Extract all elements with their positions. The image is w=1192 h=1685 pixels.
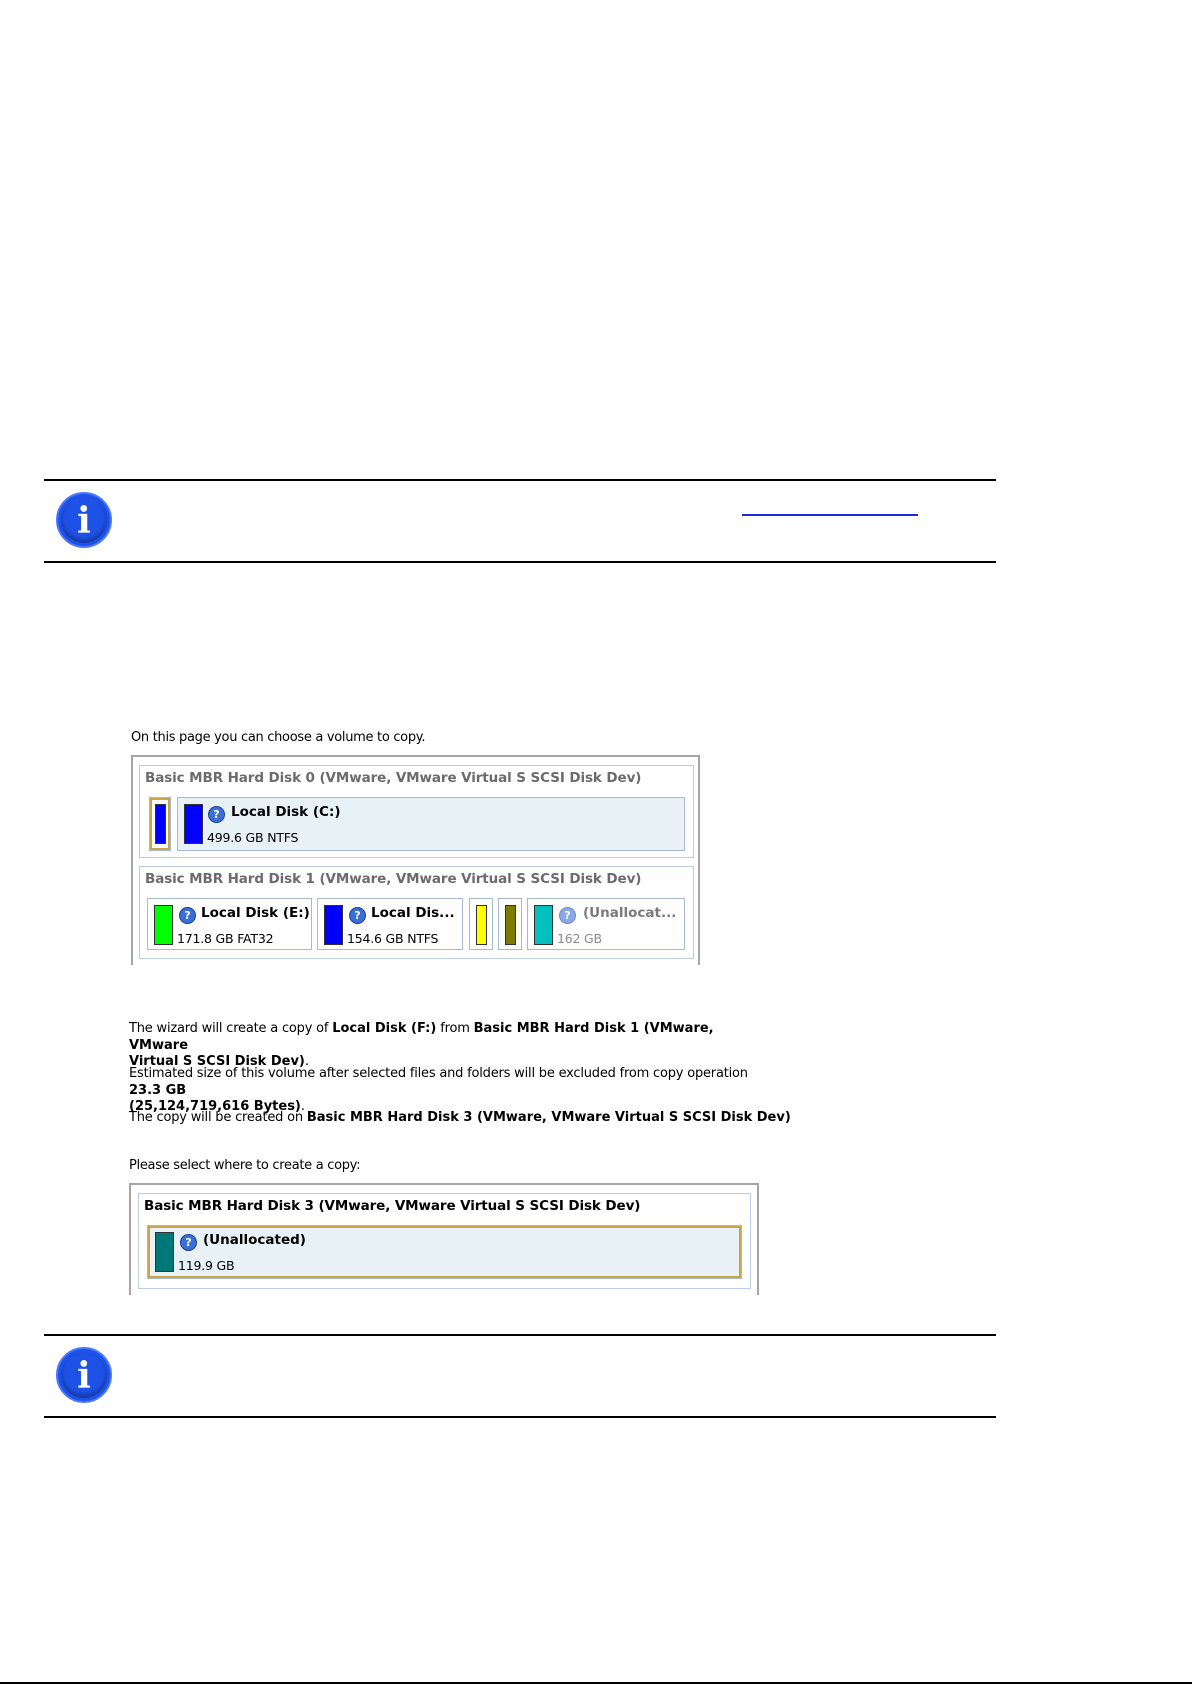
question-icon: ? (559, 907, 576, 924)
summary-target-disk: Basic MBR Hard Disk 3 (VMware, VMware Virtual S SCSI Disk Dev) (306, 1110, 791, 1125)
partition-color-swatch (505, 905, 516, 945)
page-footer-rule (0, 1682, 1192, 1684)
partition-size: 162 GB (557, 931, 602, 946)
question-icon: ? (179, 907, 196, 924)
info-note-2 (44, 1334, 996, 1418)
partition-name: (Unallocat... (583, 905, 677, 921)
summary-text: . (300, 1099, 305, 1114)
partition-color-swatch (155, 1232, 174, 1272)
partition-name: Local Dis... (371, 905, 455, 921)
partition-unallocated-disk-1[interactable] (527, 898, 685, 950)
target-panel (129, 1183, 759, 1295)
question-icon: ? (349, 907, 366, 924)
select-target-caption: Please select where to create a copy: (129, 1158, 361, 1173)
copy-summary-line-2 (129, 1066, 769, 1116)
partition-small-olive[interactable] (498, 898, 522, 950)
info-icon (56, 492, 112, 548)
summary-source-disk-cont: Virtual S SCSI Disk Dev) (129, 1054, 305, 1069)
summary-source-disk: Basic MBR Hard Disk 1 (VMware, VMware (129, 1021, 714, 1053)
partition-unallocated-disk-3[interactable] (147, 1225, 742, 1279)
hyperlink-underline[interactable] (742, 514, 918, 516)
disk-3-group[interactable] (138, 1193, 751, 1289)
question-icon: ? (180, 1234, 197, 1251)
summary-text: . (304, 1054, 309, 1069)
partition-name: (Unallocated) (203, 1232, 306, 1248)
source-volume-panel (131, 755, 700, 965)
summary-text: from (436, 1021, 474, 1036)
disk-0-system-partition[interactable] (149, 797, 171, 851)
info-icon (56, 1347, 112, 1403)
partition-size: 499.6 GB NTFS (207, 830, 299, 845)
disk-3-title: Basic MBR Hard Disk 3 (VMware, VMware Virtual S SCSI Disk Dev) (144, 1198, 641, 1214)
copy-summary-line-3 (129, 1110, 829, 1127)
info-glyph: i (77, 500, 91, 542)
partition-local-disk-f[interactable] (317, 898, 463, 950)
partition-color-swatch (324, 905, 343, 945)
partition-size: 154.6 GB NTFS (347, 931, 439, 946)
partition-color-swatch (155, 804, 166, 844)
summary-size: 23.3 GB (129, 1082, 187, 1098)
choose-volume-caption: On this page you can choose a volume to copy. (131, 730, 426, 745)
summary-text: Estimated size of this volume after selected files and folders will be excluded from copy operation (129, 1066, 748, 1081)
disk-1-title: Basic MBR Hard Disk 1 (VMware, VMware Virtual S SCSI Disk Dev) (145, 871, 642, 887)
question-icon: ? (208, 806, 225, 823)
disk-1-group[interactable] (139, 866, 694, 959)
summary-text: The copy will be created on (129, 1110, 307, 1125)
partition-color-swatch (534, 905, 553, 945)
partition-size: 171.8 GB FAT32 (177, 931, 274, 946)
partition-color-swatch (476, 905, 487, 945)
disk-0-title: Basic MBR Hard Disk 0 (VMware, VMware Virtual S SCSI Disk Dev) (145, 770, 642, 786)
summary-text: The wizard will create a copy of (129, 1021, 333, 1036)
info-glyph: i (77, 1355, 91, 1397)
partition-small-yellow[interactable] (469, 898, 493, 950)
partition-local-disk-e[interactable] (147, 898, 312, 950)
partition-color-swatch (184, 804, 203, 844)
partition-color-swatch (154, 905, 173, 945)
partition-local-disk-c[interactable] (177, 797, 685, 851)
partition-name: Local Disk (C:) (231, 804, 341, 820)
partition-name: Local Disk (E:) (201, 905, 310, 921)
disk-0-group[interactable] (139, 765, 694, 858)
info-note-1 (44, 479, 996, 563)
partition-size: 119.9 GB (178, 1258, 235, 1273)
summary-size-bytes: (25,124,719,616 Bytes) (129, 1099, 301, 1114)
summary-volume: Local Disk (F:) (332, 1021, 437, 1036)
copy-summary-line-1 (129, 1021, 769, 1071)
